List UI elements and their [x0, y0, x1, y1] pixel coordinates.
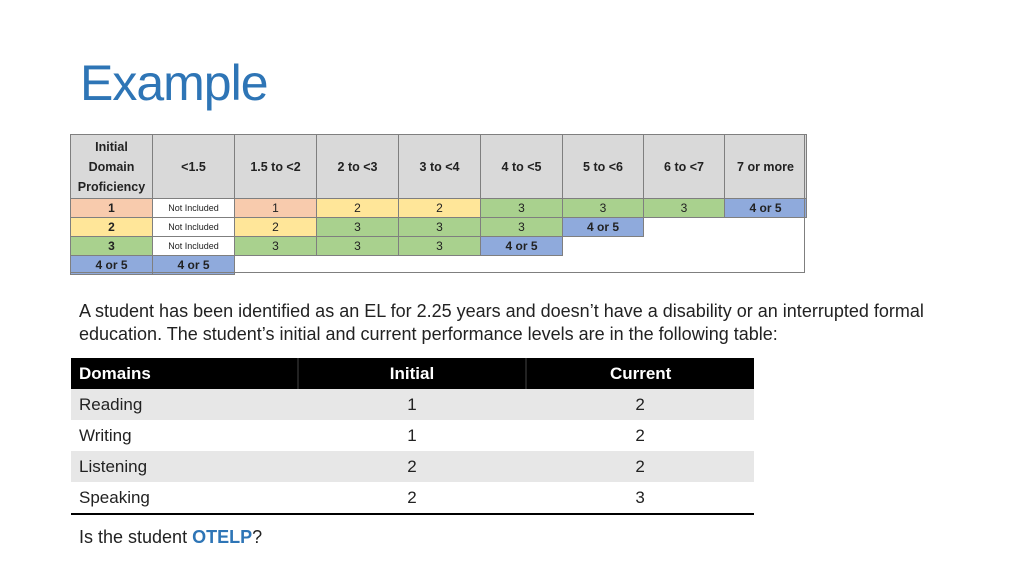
domain-name: Listening [71, 451, 298, 482]
matrix-empty-cell [481, 256, 563, 275]
matrix-empty-cell [399, 256, 481, 275]
matrix-row-label: 1 [71, 199, 153, 218]
matrix-row [71, 199, 807, 218]
matrix-row [71, 218, 807, 237]
current-value: 2 [526, 389, 754, 420]
table-row [71, 482, 754, 514]
matrix-header-col: 5 to <6 [563, 135, 644, 199]
matrix-empty-cell [644, 218, 725, 237]
domains-table [71, 358, 754, 515]
domain-name: Writing [79, 425, 132, 445]
matrix-row [71, 256, 807, 275]
matrix-empty-cell [644, 256, 725, 275]
matrix-empty-cell [235, 256, 317, 275]
table-row [71, 420, 754, 451]
initial-value: 1 [407, 425, 417, 445]
proficiency-matrix [70, 134, 807, 275]
question-text [79, 527, 262, 548]
matrix-cell: 4 or 5 [481, 237, 563, 256]
otelp-highlight: OTELP [192, 527, 253, 547]
matrix-header-row [71, 135, 807, 199]
matrix-cell: 4 or 5 [563, 218, 644, 237]
domains-header: Domains [71, 358, 298, 389]
table-row [71, 389, 754, 420]
matrix-cell: 4 or 5 [725, 199, 807, 218]
matrix-header-col: <1.5 [153, 135, 235, 199]
matrix-empty-cell [725, 256, 807, 275]
matrix-empty-cell [725, 237, 807, 256]
matrix-cell: Not Included [153, 218, 235, 237]
domains-header: Initial [298, 358, 527, 389]
question-prefix: Is the student [79, 527, 193, 547]
matrix-header-col: 2 to <3 [317, 135, 399, 199]
matrix-empty-cell [563, 256, 644, 275]
matrix-cell: 3 [235, 237, 317, 256]
matrix-cell: Not Included [153, 237, 235, 256]
matrix-cell: 3 [481, 199, 563, 218]
matrix-header-col: 7 or more [725, 135, 807, 199]
current-value: 3 [526, 482, 754, 514]
page-title: Example [80, 55, 268, 111]
matrix-empty-cell [563, 237, 644, 256]
matrix-empty-cell [317, 256, 399, 275]
domains-header: Current [526, 358, 754, 389]
matrix-cell: 3 [644, 199, 725, 218]
matrix-cell: 3 [563, 199, 644, 218]
matrix-cell: 3 [399, 218, 481, 237]
matrix-cell: 3 [317, 218, 399, 237]
domains-header-row [71, 358, 754, 389]
scenario-paragraph: A student has been identified as an EL for 2.25 years and doesn’t have a disability or an interrupted formal education. The student’s initial and current performance levels are in the following table: [79, 301, 924, 344]
matrix-row [71, 237, 807, 256]
matrix-row-label: 4 or 5 [71, 256, 153, 275]
matrix-row-label: 2 [71, 218, 153, 237]
matrix-cell: 3 [317, 237, 399, 256]
matrix-cell: 3 [481, 218, 563, 237]
matrix-header-initial: Initial Domain Proficiency [71, 135, 153, 199]
matrix-cell: 2 [399, 199, 481, 218]
initial-value: 1 [298, 389, 527, 420]
current-value: 2 [635, 425, 645, 445]
table-row [71, 451, 754, 482]
matrix-cell: 2 [235, 218, 317, 237]
matrix-header-col: 6 to <7 [644, 135, 725, 199]
matrix-cell: 4 or 5 [153, 256, 235, 275]
matrix-header-col: 3 to <4 [399, 135, 481, 199]
matrix-header-col: 1.5 to <2 [235, 135, 317, 199]
matrix-row-label: 3 [71, 237, 153, 256]
matrix-cell: 3 [399, 237, 481, 256]
matrix-cell: 1 [235, 199, 317, 218]
domain-name: Reading [71, 389, 298, 420]
current-value: 2 [526, 451, 754, 482]
matrix-cell: 2 [317, 199, 399, 218]
initial-value: 2 [298, 482, 527, 514]
initial-value: 2 [298, 451, 527, 482]
matrix-cell: Not Included [153, 199, 235, 218]
domain-name: Speaking [71, 482, 298, 514]
matrix-empty-cell [725, 218, 807, 237]
question-suffix: ? [252, 527, 263, 547]
matrix-header-col: 4 to <5 [481, 135, 563, 199]
matrix-empty-cell [644, 237, 725, 256]
